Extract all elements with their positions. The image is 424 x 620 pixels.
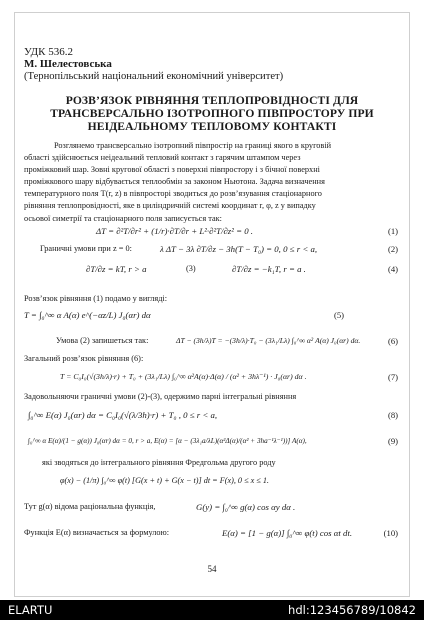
equation-number-1: (1) <box>387 226 398 236</box>
condition-label: Умова (2) запишеться так: <box>56 336 149 345</box>
equation-10: φ(x) − (1/π) ∫₀^∞ φ(t) [G(x + t) + G(x − t)] dt = F(x), 0 ≤ x ≤ 1. <box>60 476 269 485</box>
equation-9: ∫₀^∞ α E(α)/(1 − g(α)) J₀(αr) dα = 0, r > a, E(α) = [α − (3λ₁a/λL)(α²Δ(α)/(α² + 3ha⁻¹λ⁻¹))] A(α), <box>28 437 307 445</box>
intro-line: Розглянемо трансверсально ізотропний півпростір на границі якого в круговій <box>54 141 332 150</box>
equation-2: λ ΔT − 3λ ∂T/∂z − 3h(T − T₀) = 0, 0 ≤ r < a, <box>160 244 318 254</box>
equation-number-6: (6) <box>387 336 398 346</box>
equation-number-3: (3) <box>186 264 196 273</box>
equation-number-9: (9) <box>387 436 398 446</box>
equation-number-8: (8) <box>387 410 398 420</box>
footer-repository: ELARTU <box>8 603 53 617</box>
equation-number-2: (2) <box>387 244 398 254</box>
equation-number-4: (4) <box>387 264 398 274</box>
general-solution-label: Загальний розв’язок рівняння (6): <box>24 354 144 363</box>
paper-title-line-2: ТРАНСВЕРСАЛЬНО ІЗОТРОПНОГО ПІВПРОСТОРУ ПРИ <box>50 107 374 120</box>
boundary-label: Граничні умови при z = 0: <box>40 244 132 253</box>
e-function-equation: E(α) = [1 − g(α)] ∫₀^∞ φ(t) cos αt dt. <box>222 528 353 538</box>
intro-paragraph <box>24 140 400 225</box>
g-function-equation: G(y) = ∫₀^∞ g(α) cos αy dα . <box>196 502 296 512</box>
solution-intro: Розв’язок рівняння (1) подамо у вигляді: <box>24 294 168 303</box>
equation-4: ∂T/∂z = −k₁T, r = a . <box>232 264 306 274</box>
paper-title-line-3: НЕІДЕАЛЬНОМУ ТЕПЛОВОМУ КОНТАКТІ <box>87 120 337 133</box>
e-function-label: Функція E(α) визначається за формулою: <box>24 528 170 537</box>
fredholm-label: які зводяться до інтегрального рівняння Фредгольма другого роду <box>42 458 276 467</box>
equation-5: T = ∫₀^∞ α A(α) e^(−αz/L) J₀(αr) dα <box>24 310 151 320</box>
page-number: 54 <box>207 564 217 574</box>
equation-6: ΔT − (3h/λ)T = −(3h/λ)·T₀ − (3λ₁/Lλ) ∫₀^∞ α² A(α) J₀(αr) dα. <box>176 336 361 345</box>
intro-line: рівняння теплопровідності, яке в циліндричній системі координат r, φ, z у випадку <box>24 201 316 211</box>
intro-line: осьової симетрії та стаціонарного поля записується так: <box>24 213 222 223</box>
dual-equations-label: Задовольняючи граничні умови (2)-(3), одержимо парні інтегральні рівняння <box>24 392 297 401</box>
intro-line: проміжкового шару відбувається теплообмін за законом Ньютона. Задача визначення <box>24 177 325 187</box>
author-name: М. Шелестовська <box>24 58 112 70</box>
equation-number-5: (5) <box>333 310 344 320</box>
equation-number-7: (7) <box>387 372 398 382</box>
equation-3: ∂T/∂z = kT, r > a <box>86 264 147 274</box>
footer-handle: hdl:123456789/10842 <box>288 603 416 617</box>
equation-number-10: (10) <box>383 528 398 538</box>
intro-line: області здійснюється неідеальний тепловий контакт з гарячим штампом через <box>24 153 301 163</box>
intro-line: проміжковий шар. Зовні кругової області з поверхні півпростору і з бічної поверхні <box>24 165 320 175</box>
udk-code: УДК 536.2 <box>24 46 74 58</box>
intro-line: температурного поля T(r, z) в півпросторі зводиться до розв’язування стаціонарного <box>24 189 322 199</box>
equation-1: ΔT = ∂²T/∂r² + (1/r)·∂T/∂r + L²·∂²T/∂z² = 0 . <box>96 226 253 236</box>
author-affiliation: (Тернопільський національний економічний університет) <box>24 71 284 82</box>
paper-title-line-1: РОЗВ’ЯЗОК РІВНЯННЯ ТЕПЛОПРОВІДНОСТІ ДЛЯ <box>65 94 359 107</box>
equation-8: ∫₀^∞ E(α) J₀(αr) dα = C₀I₀(√(λ/3h)·r) + T₀ , 0 ≤ r < a, <box>28 410 218 420</box>
g-function-label: Тут g(α) відома раціональна функція, <box>24 502 156 511</box>
equation-7: T = C₀I₀(√(3h/λ)·r) + T₀ + (3λ₁/Lλ) ∫₀^∞ α²A(α)·Δ(α) / (α² + 3hλ⁻¹) · J₀(αr) dα . <box>60 372 307 381</box>
footer-bar <box>0 600 424 620</box>
